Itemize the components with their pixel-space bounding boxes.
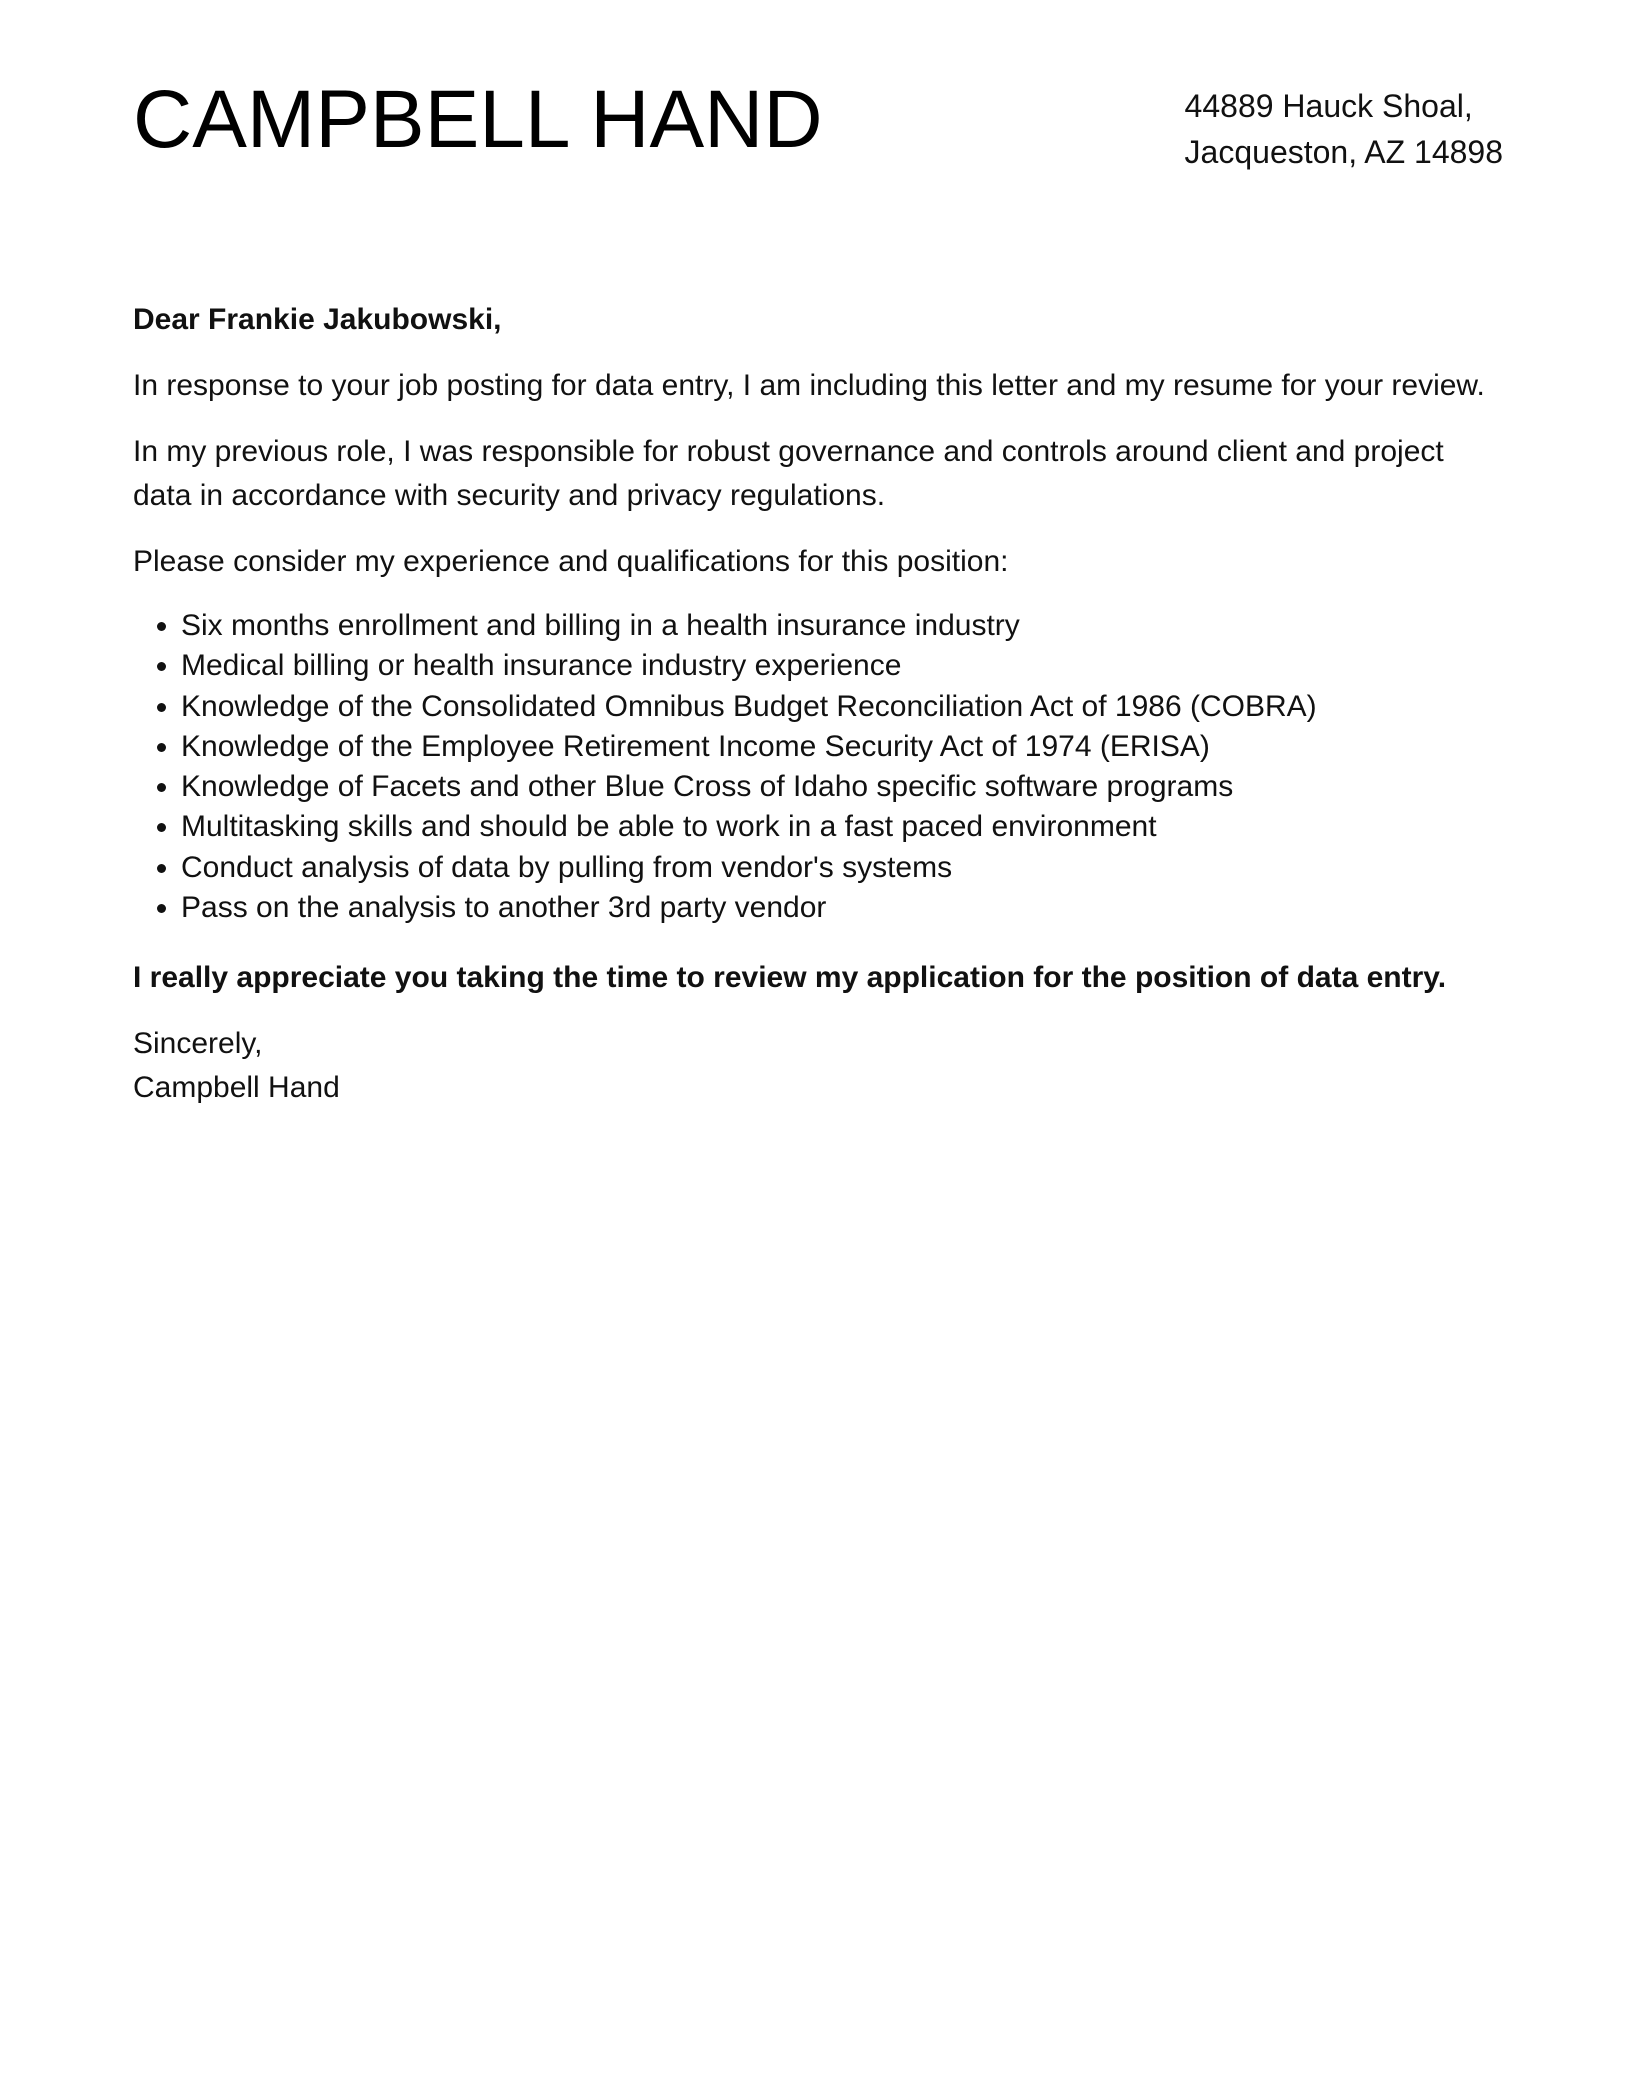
list-item: • Multitasking skills and should be able to work in a fast paced environment bbox=[181, 807, 1503, 847]
paragraph-intro: In response to your job posting for data entry, I am including this letter and my resume for your review. bbox=[133, 369, 1485, 402]
closing-statement: I really appreciate you taking the time to review my application for the position of data entry. bbox=[133, 961, 1447, 995]
list-item: • Pass on the analysis to another 3rd party vendor bbox=[181, 888, 1503, 928]
letter-body bbox=[133, 298, 1503, 1110]
list-item: • Medical billing or health insurance industry experience bbox=[181, 646, 1503, 686]
list-item: • Knowledge of Facets and other Blue Cross of Idaho specific software programs bbox=[181, 767, 1503, 807]
qualifications-list bbox=[133, 606, 1503, 928]
paragraph-consider: Please consider my experience and qualifications for this position: bbox=[133, 545, 1009, 578]
paragraph-previous-role: In my previous role, I was responsible for robust governance and controls around client and project data in accordance with security and privacy regulations. bbox=[133, 435, 1444, 512]
address-line-2: Jacqueston, AZ 14898 bbox=[1184, 134, 1503, 170]
signoff: Sincerely, bbox=[133, 1027, 263, 1061]
list-item: • Conduct analysis of data by pulling from vendor's systems bbox=[181, 848, 1503, 888]
address-line-1: 44889 Hauck Shoal, bbox=[1184, 88, 1473, 124]
letter-header bbox=[133, 70, 1503, 180]
list-item: • Knowledge of the Employee Retirement Income Security Act of 1974 (ERISA) bbox=[181, 727, 1503, 767]
list-item: • Six months enrollment and billing in a health insurance industry bbox=[181, 606, 1503, 646]
list-item: • Knowledge of the Consolidated Omnibus Budget Reconciliation Act of 1986 (COBRA) bbox=[181, 687, 1503, 727]
salutation: Dear Frankie Jakubowski, bbox=[133, 303, 502, 336]
sender-name: CAMPBELL HAND bbox=[133, 74, 823, 165]
sender-address bbox=[1185, 83, 1503, 175]
signature-name: Campbell Hand bbox=[133, 1071, 340, 1105]
signoff-block bbox=[133, 1022, 1503, 1110]
